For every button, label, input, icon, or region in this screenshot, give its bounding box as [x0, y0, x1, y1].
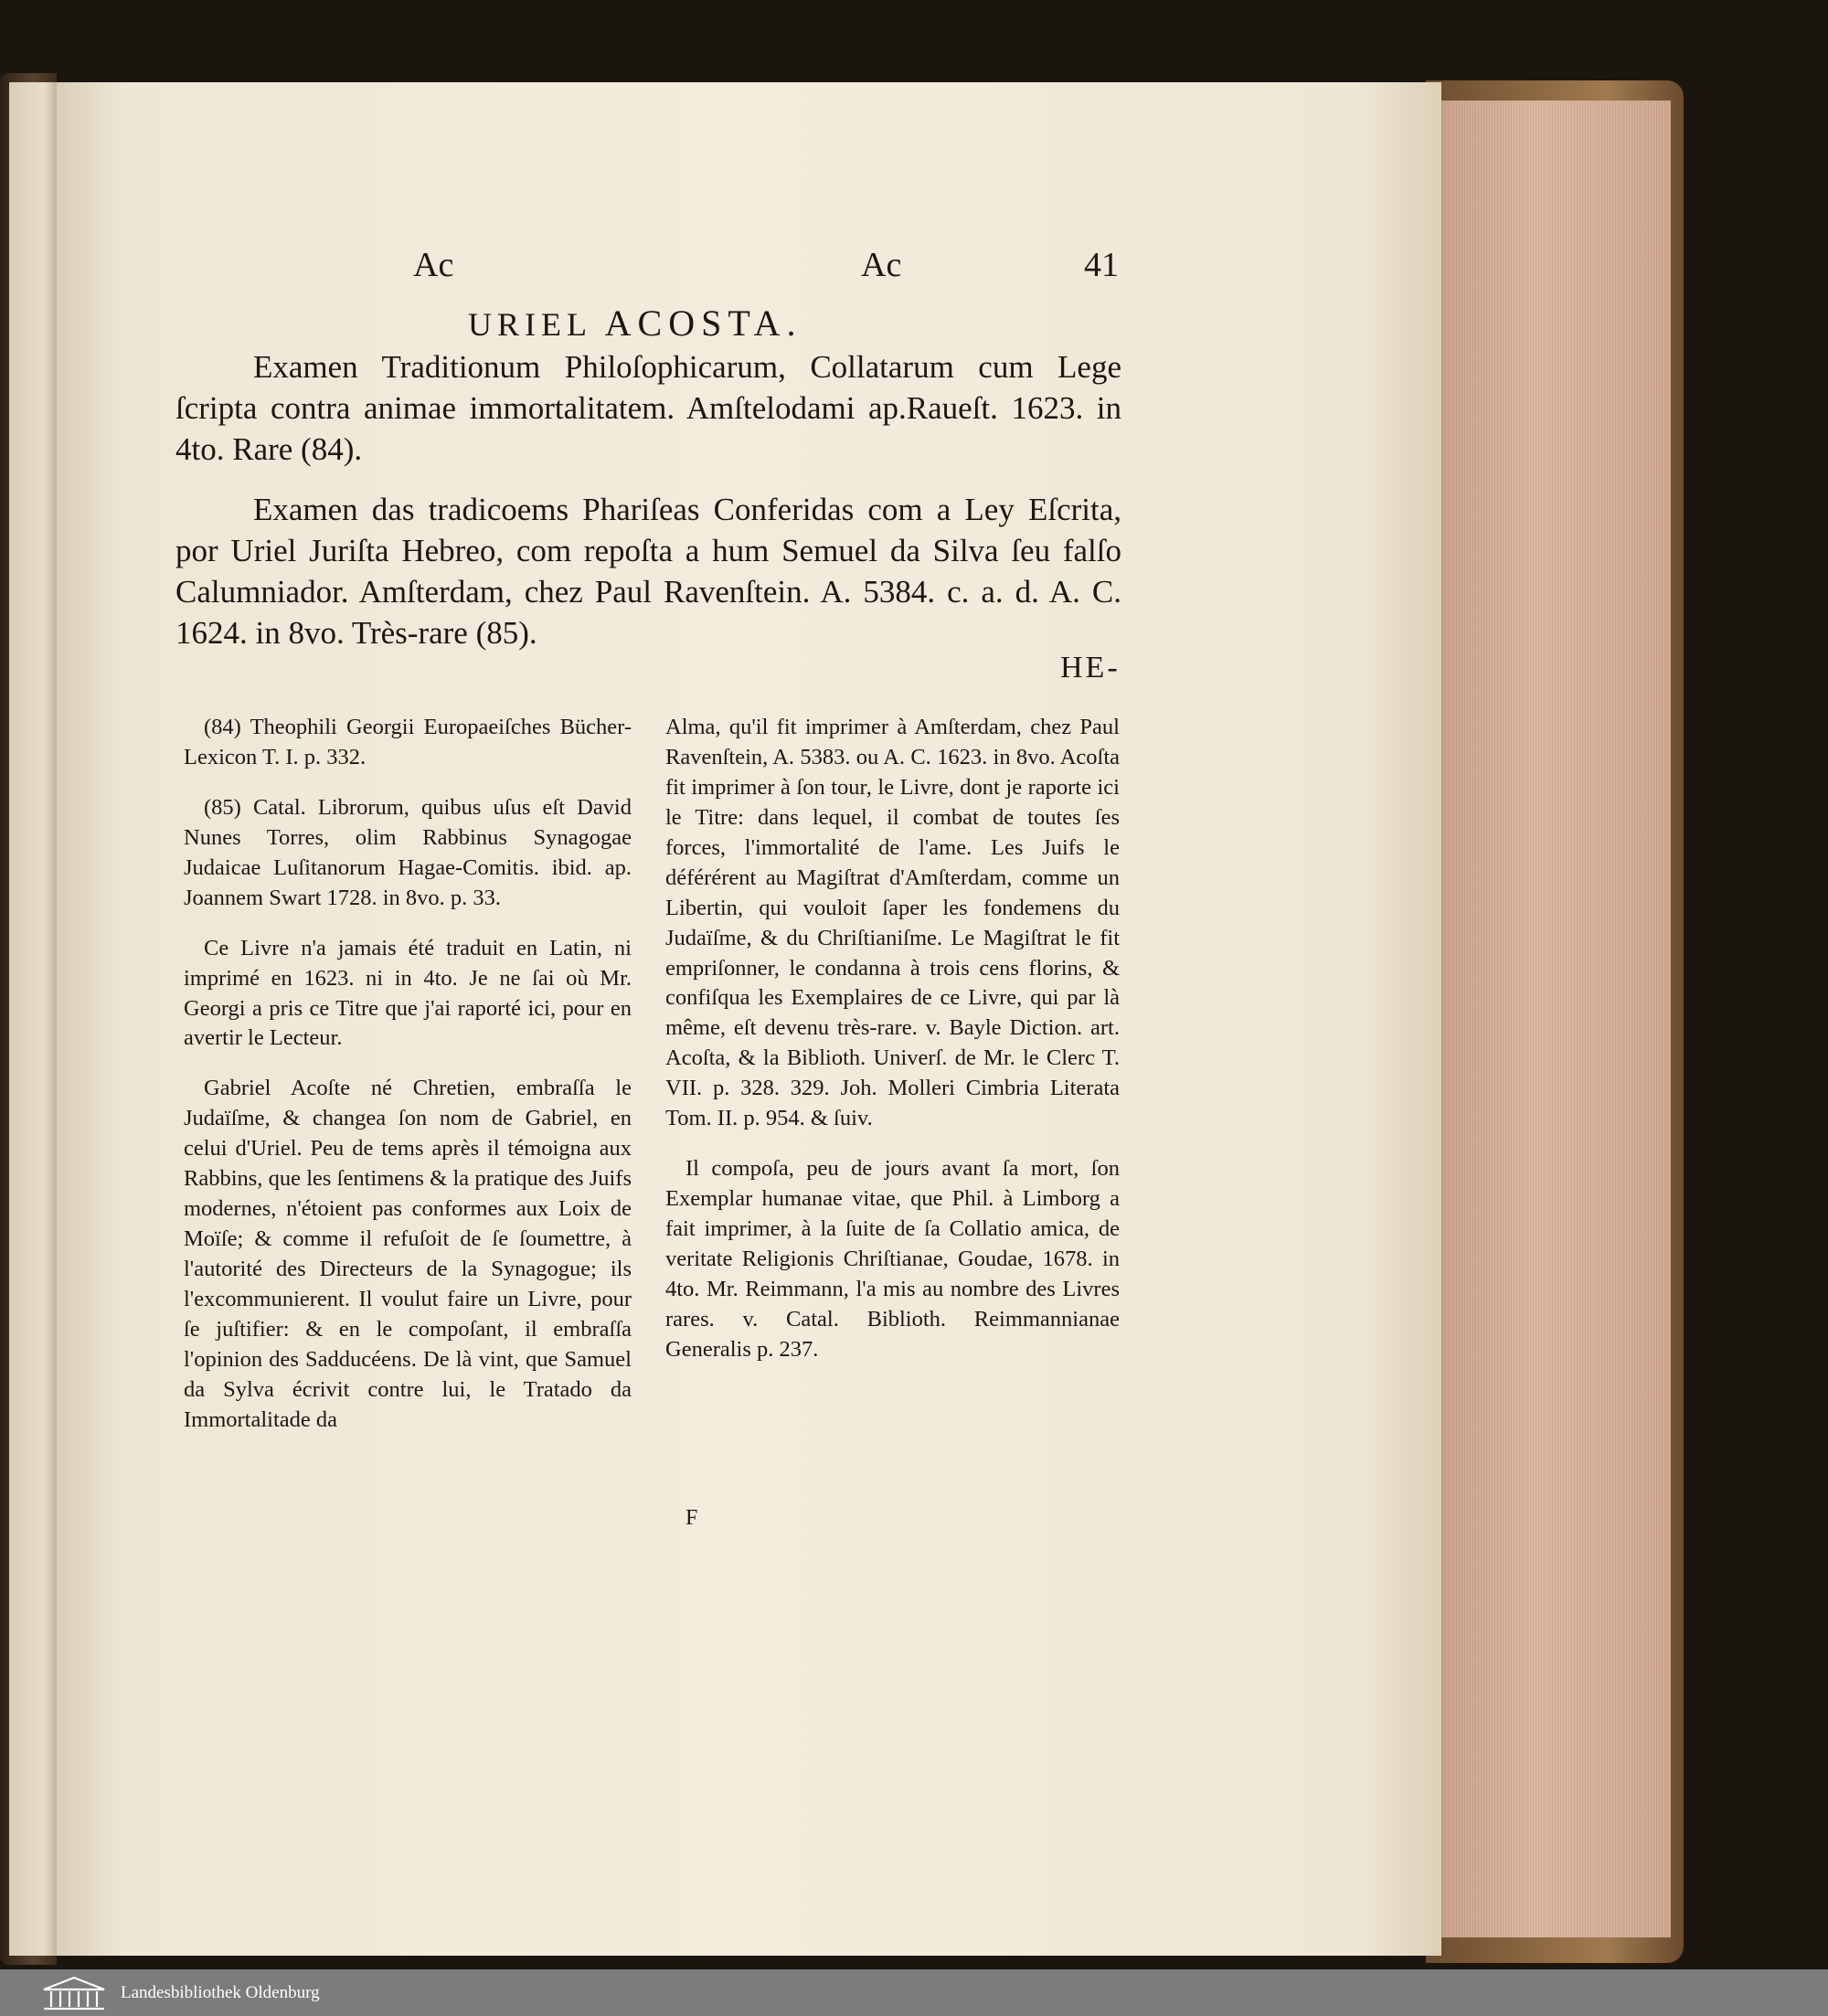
note-paragraph: Ce Livre n'a jamais été traduit en Latin, ni imprimé en 1623. ni in 4to. Je ne ſai où Mr. Georgi a pris ce Titre que j'ai raporté ici, pour en avertir le Lecteur.: [184, 935, 632, 1051]
catchword: HE-: [1060, 651, 1121, 684]
running-head-center: Ac: [861, 246, 902, 284]
note-paragraph: Alma, qu'il fit imprimer à Amſterdam, chez Paul Ravenſtein, A. 5383. ou A. C. 1623. in 8vo. Acoſta fit imprimer à ſon tour, le Livre, dont je raporte ici le Titre: dans lequel, il combat de toutes ſes forces, l'immortalité de l'ame. Les Juifs le déférérent au Magiſtrat d'Amſterdam, comme un Libertin, qui vouloit ſaper les fondemens du Judaïſme, & du Chriſtianiſme. Le Magiſtrat le fit empriſonner, le condanna à trois cens florins, & confiſqua les Exemplaires de ce Livre, qui par là même, eſt devenu très-rare. v. Bayle Diction. art. Acoſta, & la Biblioth. Univerſ. de Mr. le Clerc T. VII. p. 328. 329. Joh. Molleri Cimbria Literata Tom. II. p. 954. & ſuiv.: [665, 715, 1120, 1131]
footnotes-right-column: [665, 713, 1120, 1385]
footer-label: Landesbibliothek Oldenburg: [121, 1982, 320, 2002]
footnotes-left-column: [184, 713, 632, 1456]
page-number: 41: [1084, 246, 1119, 284]
running-head-left: Ac: [413, 246, 454, 284]
entry-paragraph-2: Examen das tradicoems Phariſeas Conferidas com a Ley Eſcrita, por Uriel Juriſta Hebreo, com repoſta a hum Semuel da Silva ſeu falſo Calumniador. Amſterdam, chez Paul Ravenſtein. A. 5384. c. a. d. A. C. 1624. in 8vo. Très-rare (85).: [175, 492, 1121, 651]
title-prefix: URIEL: [468, 306, 591, 343]
page-edges: [1440, 101, 1671, 1937]
note-paragraph: Gabriel Acoſte né Chretien, embraſſa le Judaïſme, & changea ſon nom de Gabriel, en celui d'Uriel. Peu de tems après il témoigna aux Rabbins, que les ſentimens & la pratique des Juifs modernes, n'étoient pas conformes aux Loix de Moïſe; & comme il refuſoit de ſe ſoumettre, à l'autorité des Directeurs de la Synagogue; ils l'excommunierent. Il voulut faire un Livre, pour ſe juſtifier: & en le compoſant, il embraſſa l'opinion des Sadducéens. De là vint, que Samuel da Sylva écrivit contre lui, le Tratado da Immortalitade da: [184, 1076, 632, 1432]
footer-bar: [0, 1969, 1828, 2016]
left-page-edge: [9, 82, 59, 1956]
title-main: ACOSTA.: [604, 302, 802, 344]
footnote-84: (84) Theophili Georgii Europaeiſches Bücher-Lexicon T. I. p. 332.: [184, 715, 632, 769]
main-entry-text: [175, 347, 1121, 654]
entry-title: [468, 302, 802, 345]
book-page: [57, 82, 1441, 1956]
footnote-85: (85) Catal. Librorum, quibus uſus eſt David Nunes Torres, olim Rabbinus Synagogae Judaicae Luſitanorum Hagae-Comitis. ibid. ap. Joannem Swart 1728. in 8vo. p. 33.: [184, 794, 632, 910]
note-paragraph: Il compoſa, peu de jours avant ſa mort, ſon Exemplar humanae vitae, que Phil. à Limborg a fait imprimer, à la ſuite de ſa Collatio amica, de veritate Religionis Chriſtianae, Goudae, 1678. in 4to. Mr. Reimmann, l'a mis au nombre des Livres rares. v. Catal. Biblioth. Reimmannianae Generalis p. 237.: [665, 1156, 1120, 1362]
entry-paragraph-1: Examen Traditionum Philoſophicarum, Collatarum cum Lege ſcripta contra animae immortalitatem. Amſtelodami ap.Raueſt. 1623. in 4to. Rare (84).: [175, 349, 1121, 467]
library-building-icon: [40, 1975, 108, 2011]
signature-mark: F: [686, 1506, 698, 1530]
